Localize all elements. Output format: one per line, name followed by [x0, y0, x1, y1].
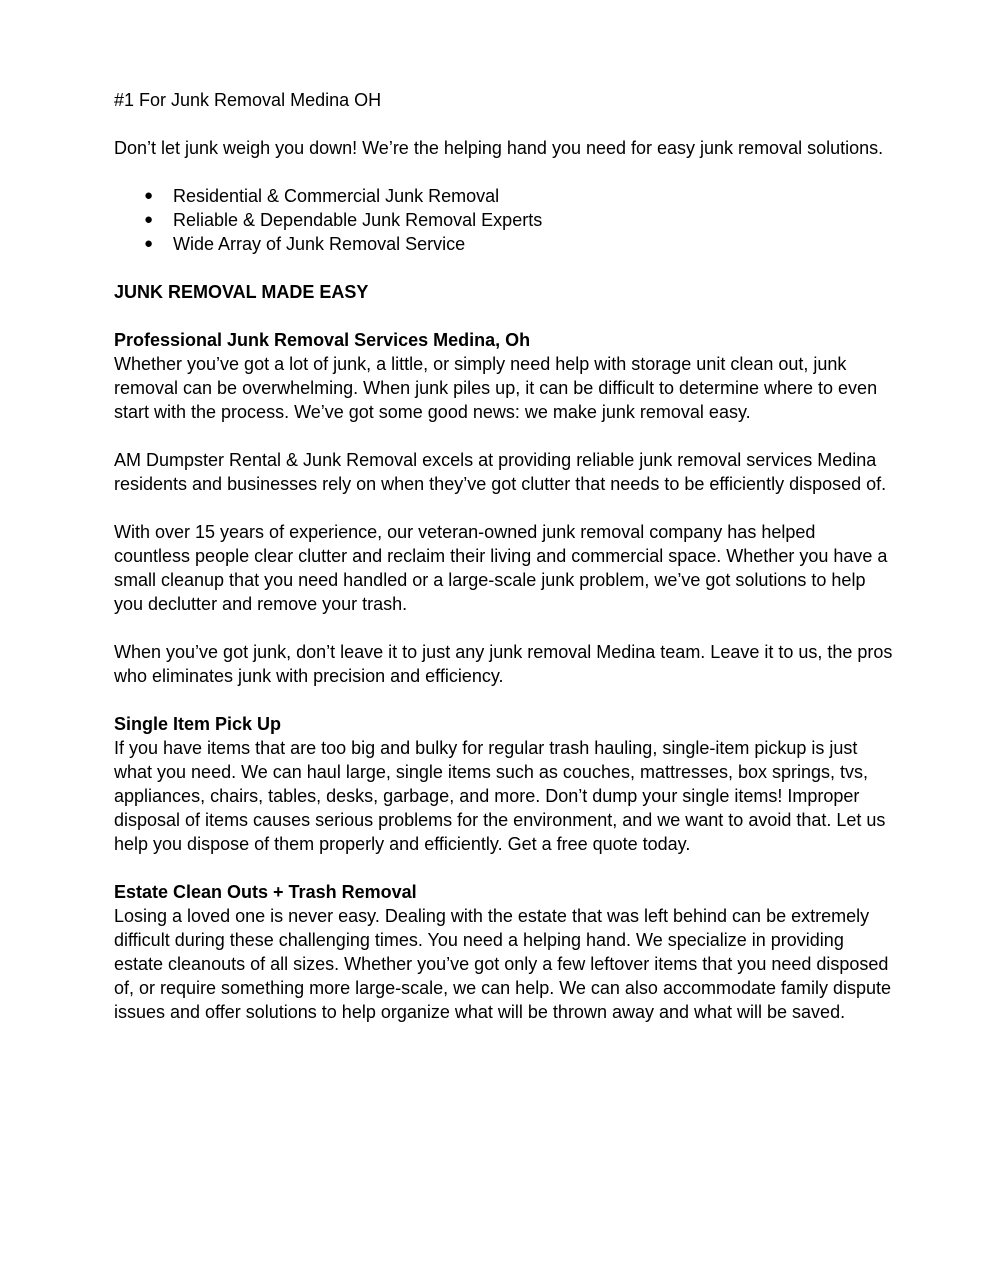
- list-item-text: Residential & Commercial Junk Removal: [173, 186, 500, 206]
- professional-paragraph-1: Whether you’ve got a lot of junk, a little, or simply need help with storage unit clean out, junk removal can be overwhelming. When junk piles up, it can be difficult to determine where to even start with the process. We’ve got some good news: we make junk removal easy.: [114, 354, 878, 422]
- spacer: [114, 856, 894, 880]
- professional-paragraph-2: AM Dumpster Rental & Junk Removal excels at providing reliable junk removal services Medina residents and businesses rely on when they’ve got clutter that needs to be efficiently disposed of.: [114, 450, 887, 494]
- professional-paragraph-4: When you’ve got junk, don’t leave it to just any junk removal Medina team. Leave it to us, the pros who eliminates junk with precision and efficiency.: [114, 642, 893, 686]
- bullet-icon: ●: [144, 235, 154, 252]
- document-title: #1 For Junk Removal Medina OH: [114, 90, 382, 110]
- estate-heading: Estate Clean Outs + Trash Removal: [114, 882, 417, 902]
- list-item-text: Reliable & Dependable Junk Removal Experts: [173, 210, 543, 230]
- spacer: [114, 616, 894, 640]
- spacer: [114, 256, 894, 280]
- made-easy-heading: JUNK REMOVAL MADE EASY: [114, 282, 369, 302]
- spacer: [114, 424, 894, 448]
- document-page: [114, 88, 894, 1024]
- estate-paragraph: Losing a loved one is never easy. Dealing with the estate that was left behind can be extremely difficult during these challenging times. You need a helping hand. We specialize in providing estate cleanouts of all sizes. Whether you’ve got only a few leftover items that you need disposed of, or require something more large-scale, we can help. We can also accommodate family dispute issues and offer solutions to help organize what will be thrown away and what will be saved.: [114, 906, 892, 1022]
- spacer: [114, 688, 894, 712]
- professional-services-heading: Professional Junk Removal Services Medina, Oh: [114, 330, 531, 350]
- bullet-icon: ●: [144, 187, 154, 204]
- feature-list: [114, 184, 894, 256]
- spacer: [114, 304, 894, 328]
- bullet-icon: ●: [144, 211, 154, 228]
- list-item: [144, 232, 894, 256]
- list-item: [144, 208, 894, 232]
- list-item: [144, 184, 894, 208]
- professional-paragraph-3: With over 15 years of experience, our veteran-owned junk removal company has helped countless people clear clutter and reclaim their living and commercial space. Whether you have a small cleanup that you need handled or a large-scale junk problem, we’ve got solutions to help you declutter and remove your trash.: [114, 522, 888, 614]
- spacer: [114, 160, 894, 184]
- intro-paragraph: Don’t let junk weigh you down! We’re the helping hand you need for easy junk removal solutions.: [114, 138, 884, 158]
- spacer: [114, 496, 894, 520]
- single-item-paragraph: If you have items that are too big and bulky for regular trash hauling, single-item pickup is just what you need. We can haul large, single items such as couches, mattresses, box springs, tvs, appliances, chairs, tables, desks, garbage, and more. Don’t dump your single items! Improper disposal of items causes serious problems for the environment, and we want to avoid that. Let us help you dispose of them properly and efficiently. Get a free quote today.: [114, 738, 886, 854]
- single-item-heading: Single Item Pick Up: [114, 714, 282, 734]
- spacer: [114, 112, 894, 136]
- list-item-text: Wide Array of Junk Removal Service: [173, 234, 466, 254]
